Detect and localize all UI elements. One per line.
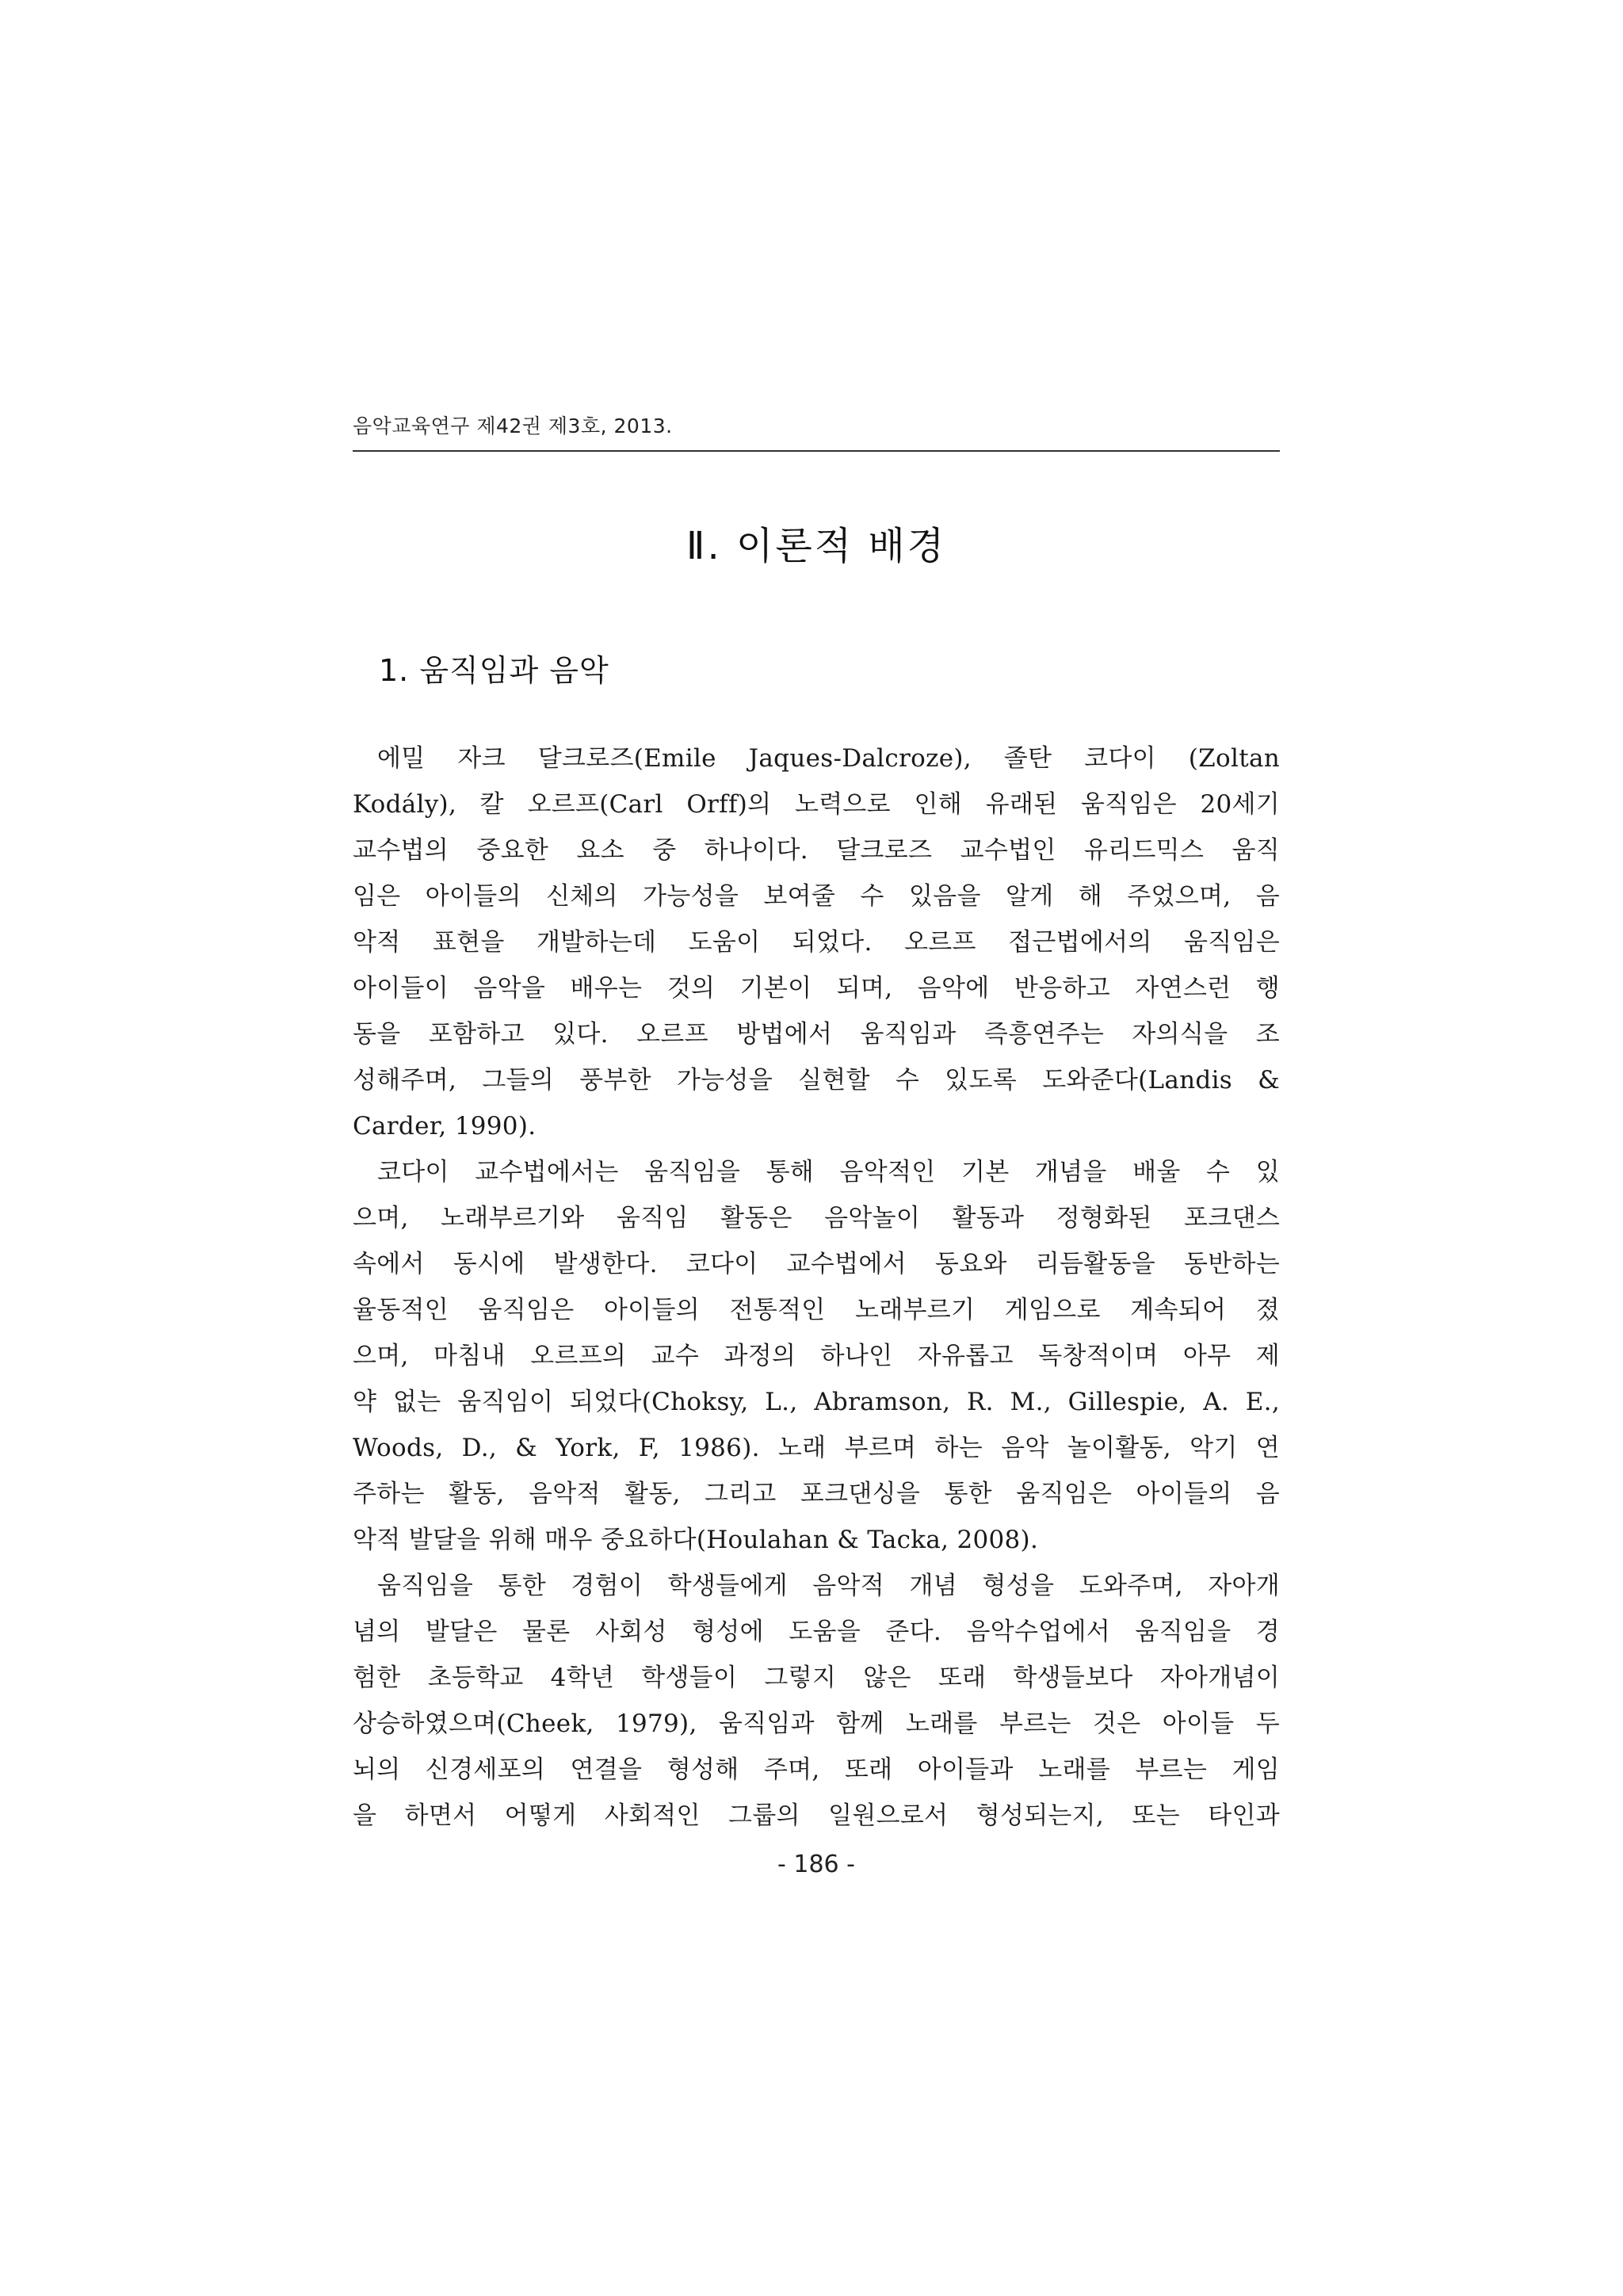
- text-line: 성해주며, 그들의 풍부한 가능성을 실현할 수 있도록 도와준다(Landis &: [353, 1066, 1280, 1095]
- text-line: Kodály), 칼 오르프(Carl Orff)의 노력으로 인해 유래된 움직임은 20세기: [353, 790, 1280, 819]
- text-line: 으며, 마침내 오르프의 교수 과정의 하나인 자유롭고 독창적이며 아무 제: [353, 1342, 1280, 1370]
- text-line: 으며, 노래부르기와 움직임 활동은 음악놀이 활동과 정형화된 포크댄스: [353, 1204, 1280, 1232]
- text-line: 에밀 자크 달크로즈(Emile Jaques-Dalcroze), 졸탄 코다이 (Zoltan: [377, 744, 1280, 773]
- text-line: 움직임을 통한 경험이 학생들에게 음악적 개념 형성을 도와주며, 자아개: [377, 1572, 1280, 1600]
- text-line: 코다이 교수법에서는 움직임을 통해 음악적인 기본 개념을 배울 수 있: [377, 1158, 1280, 1186]
- section-title: Ⅱ. 이론적 배경: [685, 524, 947, 568]
- header-rule: [353, 450, 1280, 452]
- running-header: 음악교육연구 제42권 제3호, 2013.: [353, 415, 673, 437]
- body-text: [353, 735, 1280, 1839]
- text-line: 속에서 동시에 발생한다. 코다이 교수법에서 동요와 리듬활동을 동반하는: [353, 1250, 1280, 1278]
- text-line: 상승하였으며(Cheek, 1979), 움직임과 함께 노래를 부르는 것은 아이들 두: [353, 1710, 1280, 1738]
- text-line: 주하는 활동, 음악적 활동, 그리고 포크댄싱을 통한 움직임은 아이들의 음: [353, 1480, 1280, 1508]
- text-line: 험한 초등학교 4학년 학생들이 그렇지 않은 또래 학생들보다 자아개념이: [353, 1664, 1280, 1692]
- text-line: 약 없는 움직임이 되었다(Choksy, L., Abramson, R. M., Gillespie, A. E.,: [353, 1388, 1280, 1416]
- text-line: Woods, D., & York, F, 1986). 노래 부르며 하는 음악 놀이활동, 악기 연: [353, 1434, 1280, 1462]
- text-line: Carder, 1990).: [353, 1112, 537, 1140]
- text-line: 뇌의 신경세포의 연결을 형성해 주며, 또래 아이들과 노래를 부르는 게임: [353, 1755, 1280, 1784]
- text-line: 율동적인 움직임은 아이들의 전통적인 노래부르기 게임으로 계속되어 졌: [353, 1296, 1280, 1324]
- text-line: 념의 발달은 물론 사회성 형성에 도움을 준다. 음악수업에서 움직임을 경: [353, 1618, 1280, 1646]
- text-line: 아이들이 음악을 배우는 것의 기본이 되며, 음악에 반응하고 자연스런 행: [353, 974, 1280, 1003]
- text-line: 악적 발달을 위해 매우 중요하다(Houlahan & Tacka, 2008).: [353, 1526, 1039, 1554]
- text-line: 교수법의 중요한 요소 중 하나이다. 달크로즈 교수법인 유리드믹스 움직: [353, 836, 1280, 865]
- text-line: 을 하면서 어떻게 사회적인 그룹의 일원으로서 형성되는지, 또는 타인과: [353, 1801, 1280, 1830]
- text-line: 임은 아이들의 신체의 가능성을 보여줄 수 있음을 알게 해 주었으며, 음: [353, 882, 1280, 911]
- text-line: 동을 포함하고 있다. 오르프 방법에서 움직임과 즉흥연주는 자의식을 조: [353, 1020, 1280, 1049]
- page-number: - 186 -: [777, 1851, 855, 1878]
- text-line: 악적 표현을 개발하는데 도움이 되었다. 오르프 접근법에서의 움직임은: [353, 928, 1280, 957]
- subsection-title: 1. 움직임과 음악: [379, 653, 609, 688]
